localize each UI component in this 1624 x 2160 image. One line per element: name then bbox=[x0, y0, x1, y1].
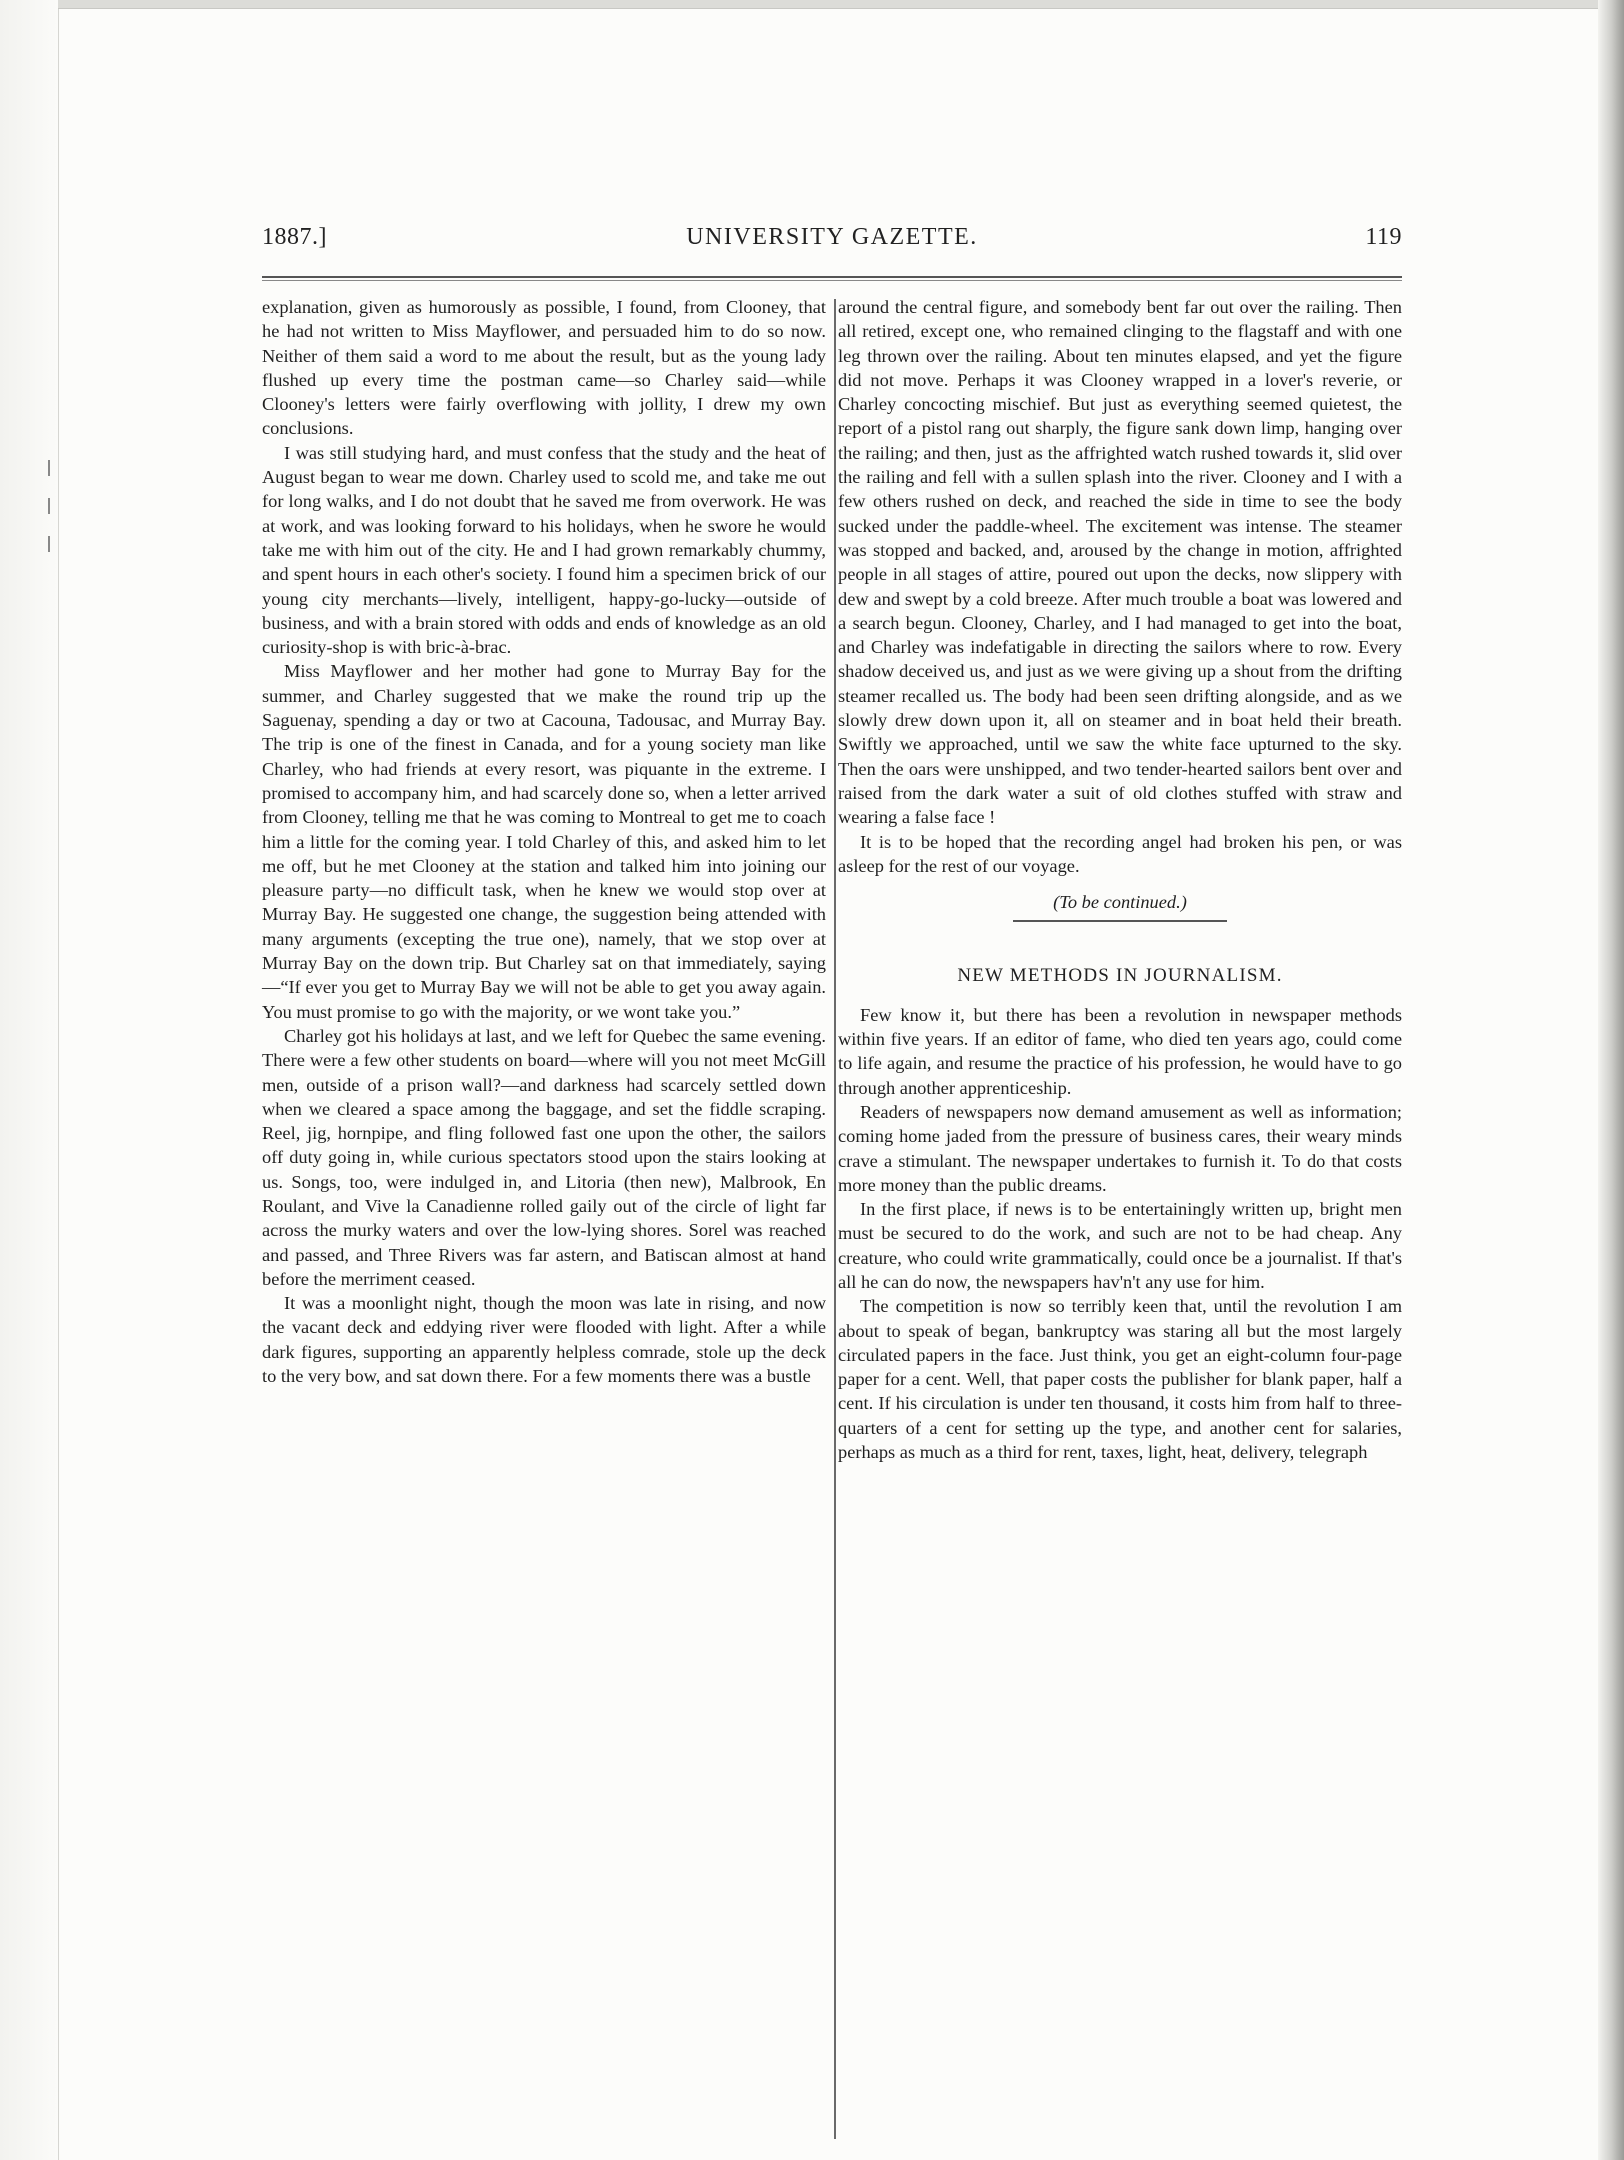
header-title: UNIVERSITY GAZETTE. bbox=[686, 224, 978, 250]
left-paragraph: explanation, given as humorously as possible, I found, from Clooney, that he had not written to Miss Mayflower, and persuaded him to do so now. Neither of them said a word to me about the result, but as the young lady flushed up every time the postman came—so Charley said—while Clooney's letters were fairly overflowing with jollity, I drew my own conclusions. bbox=[262, 297, 826, 439]
left-paragraph: Charley got his holidays at last, and we left for Quebec the same evening. There were a few other students on board—where will you not meet McGill men, outside of a prison wall?—and darkness had scarcely settled down when we cleared a space among the baggage, and set the fiddle scraping. Reel, jig, hornpipe, and fling followed fast one upon the other, the sailors off duty going in, while curious spectators stood upon the stairs looking at us. Songs, too, were indulged in, and Litoria (then new), Malbrook, En Roulant, and Vive la Canadienne rolled gaily out of the circle of light far across the murky waters and over the low-lying shores. Sorel was reached and passed, and Three Rivers was far astern, and Batiscan almost at hand before the merriment ceased. bbox=[262, 1025, 826, 1289]
left-paragraph: Miss Mayflower and her mother had gone to Murray Bay for the summer, and Charley suggested that we make the round trip up the Saguenay, spending a day or two at Cacouna, Tadousac, and Murray Bay. The trip is one of the finest in Canada, and for a young society man like Charley, who had friends at every resort, was piquante in the extreme. I promised to accompany him, and had scarcely done so, when a letter arrived from Clooney, telling me that he was coming to Montreal to get me to coach him a little for the coming year. I told Charley of this, and asked him to let me off, but he met Clooney at the station and talked him into joining our pleasure party—no difficult task, when he knew we would stop over at Murray Bay. He suggested one change, the suggestion being attended with many arguments (excepting the true one), namely, that we stop over at Murray Bay on the down trip. But Charley sat on that immediately, saying—“If ever you get to Murray Bay we will not be able to get you away again. You must promise to go with the majority, or we wont take you.” bbox=[262, 661, 826, 1022]
two-column-body bbox=[262, 295, 1402, 1464]
column-divider bbox=[834, 299, 836, 2139]
left-column bbox=[262, 295, 826, 1464]
header-year: 1887.] bbox=[262, 224, 327, 250]
page-number: 119 bbox=[1365, 224, 1402, 250]
right-paragraph: It is to be hoped that the recording angel had broken his pen, or was asleep for the rest of our voyage. bbox=[838, 831, 1402, 876]
scan-top-edge bbox=[58, 0, 1598, 9]
article-paragraph: Few know it, but there has been a revolution in newspaper methods within five years. If an editor of fame, who died ten years ago, could come to life again, and resume the practice of his profession, he would have to go through another apprenticeship. bbox=[838, 1004, 1402, 1098]
right-column bbox=[838, 295, 1402, 1464]
header-rule bbox=[262, 276, 1402, 281]
running-head bbox=[262, 224, 1402, 264]
article-title: NEW METHODS IN JOURNALISM. bbox=[957, 965, 1283, 987]
left-paragraph: It was a moonlight night, though the moon was late in rising, and now the vacant deck and eddying river were flooded with light. After a while dark figures, supporting an apparently helpless comrade, stole up the deck to the very bow, and sat down there. For a few moments there was a bustle bbox=[262, 1293, 826, 1387]
scan-left-margin bbox=[0, 0, 59, 2160]
continued-rule bbox=[1013, 920, 1227, 922]
scan-right-edge bbox=[1598, 0, 1624, 2160]
article-paragraph: The competition is now so terribly keen that, until the revolution I am about to speak of began, bankruptcy was staring all but the most largely circulated papers in the face. Just think, you get an eight-column four-page paper for a cent. Well, that paper costs the publisher for blank paper, half a cent. If his circulation is under ten thousand, it costs him from half to three-quarters of a cent for setting up the type, and another cent for salaries, perhaps as much as a third for rent, taxes, light, heat, delivery, telegraph bbox=[838, 1296, 1402, 1463]
right-paragraph: around the central figure, and somebody bent far out over the railing. Then all retired, except one, who remained clinging to the flagstaff and with one leg thrown over the railing. About ten minutes elapsed, and yet the figure did not move. Perhaps it was Clooney wrapped in a lover's reverie, or Charley concocting mischief. But just as everything seemed quietest, the report of a pistol rang out sharply, the figure sank down limp, hanging over the railing; and then, just as the affrighted watch rushed towards it, slid over the railing and fell with a sullen splash into the river. Clooney and I with a few others rushed on deck, and reached the side in time to see the body sucked under the paddle-wheel. The excitement was intense. The steamer was stopped and backed, and, aroused by the change in motion, affrighted people in all stages of attire, poured out upon the decks, now slippery with dew and swept by a cold breeze. After much trouble a boat was lowered and a search begun. Clooney, Charley, and I had managed to get into the boat, and Charley was indefatigable in directing the sailors where to row. Every shadow deceived us, and just as we were giving up a shout from the drifting steamer recalled us. The body had been seen drifting alongside, and as we slowly drew down upon it, all on steamer and in boat held their breath. Swiftly we approached, until we saw the white face upturned to the sky. Then the oars were unshipped, and two tender-hearted sailors bent over and raised from the dark water a suit of old clothes stuffed with straw and wearing a false face ! bbox=[838, 297, 1402, 828]
to-be-continued: (To be continued.) bbox=[1053, 892, 1187, 913]
gutter-marks bbox=[48, 460, 54, 580]
article-paragraph: Readers of newspapers now demand amusement as well as information; coming home jaded from the pressure of business cares, their weary minds crave a stimulant. The newspaper undertakes to furnish it. To do that costs more money than the public dreams. bbox=[838, 1101, 1402, 1195]
article-paragraph: In the first place, if news is to be entertainingly written up, bright men must be secured to do the work, and such are not to be had cheap. Any creature, who could write grammatically, could once be a journalist. If that's all he can do now, the newspapers hav'n't any use for him. bbox=[838, 1199, 1402, 1292]
left-paragraph: I was still studying hard, and must confess that the study and the heat of August began to wear me down. Charley used to scold me, and take me out for long walks, and I do not doubt that he saved me from overwork. He was at work, and was looking forward to his holidays, when he swore he would take me with him out of the city. He and I had grown remarkably chummy, and spent hours in each other's society. I found him a specimen brick of our young city merchants—lively, intelligent, happy-go-lucky—outside of business, and with a brain stored with odds and ends of knowledge as an old curiosity-shop is with bric-à-brac. bbox=[262, 442, 826, 658]
journal-page bbox=[262, 224, 1402, 1464]
